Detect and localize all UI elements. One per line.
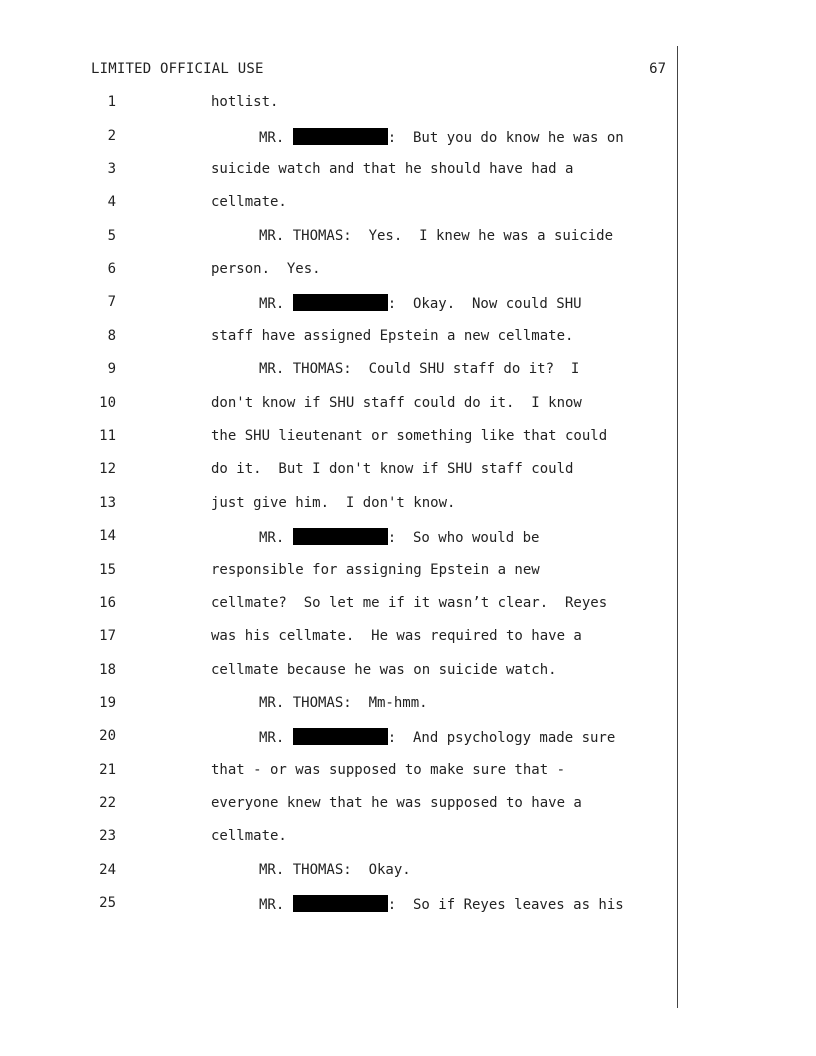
line-number: 2 xyxy=(107,128,116,144)
transcript-line xyxy=(0,261,676,281)
transcript-line xyxy=(0,895,676,915)
line-number: 11 xyxy=(99,428,116,444)
transcript-line xyxy=(0,862,676,882)
transcript-line xyxy=(0,395,676,415)
line-number: 22 xyxy=(99,795,116,811)
transcript-line xyxy=(0,361,676,381)
line-text: just give him. I don't know. xyxy=(211,495,456,511)
line-text: cellmate. xyxy=(211,828,287,844)
transcript-line xyxy=(0,128,676,148)
transcript-line xyxy=(0,194,676,214)
line-number: 25 xyxy=(99,895,116,911)
speech-text: : But you do know he was on xyxy=(387,130,624,146)
speaker-prefix: MR. xyxy=(259,730,293,746)
transcript-line xyxy=(0,528,676,548)
line-number: 19 xyxy=(99,695,116,711)
classification-header: LIMITED OFFICIAL USE xyxy=(91,61,264,77)
speech-text: : So if Reyes leaves as his xyxy=(387,897,624,913)
line-text: cellmate because he was on suicide watch. xyxy=(211,662,557,678)
speaker-prefix: MR. xyxy=(259,530,293,546)
line-text: suicide watch and that he should have had a xyxy=(211,161,574,177)
transcript-line xyxy=(0,562,676,582)
transcript-line xyxy=(0,228,676,248)
transcript-line xyxy=(0,161,676,181)
transcript-line xyxy=(0,795,676,815)
line-text: do it. But I don't know if SHU staff could xyxy=(211,461,574,477)
right-margin-rule xyxy=(677,46,678,1008)
line-text: cellmate. xyxy=(211,194,287,210)
transcript-line xyxy=(0,461,676,481)
speaker-prefix: MR. xyxy=(259,130,293,146)
line-text: responsible for assigning Epstein a new xyxy=(211,562,540,578)
line-text: was his cellmate. He was required to have a xyxy=(211,628,582,644)
redaction-block xyxy=(293,128,388,145)
line-number: 6 xyxy=(107,261,116,277)
line-number: 3 xyxy=(107,161,116,177)
line-number: 12 xyxy=(99,461,116,477)
line-number: 24 xyxy=(99,862,116,878)
speech-text: : And psychology made sure xyxy=(387,730,616,746)
line-number: 18 xyxy=(99,662,116,678)
line-number: 20 xyxy=(99,728,116,744)
line-number: 14 xyxy=(99,528,116,544)
line-text: hotlist. xyxy=(211,94,279,110)
redaction-block xyxy=(293,895,388,912)
line-number: 7 xyxy=(107,294,116,310)
line-text: that - or was supposed to make sure that - xyxy=(211,762,566,778)
transcript-line xyxy=(0,728,676,748)
line-number: 17 xyxy=(99,628,116,644)
line-number: 21 xyxy=(99,762,116,778)
line-number: 9 xyxy=(107,361,116,377)
transcript-line xyxy=(0,328,676,348)
line-number: 16 xyxy=(99,595,116,611)
page-number: 67 xyxy=(649,61,666,77)
line-number: 10 xyxy=(99,395,116,411)
line-number: 8 xyxy=(107,328,116,344)
transcript-line xyxy=(0,428,676,448)
line-text: staff have assigned Epstein a new cellmate. xyxy=(211,328,574,344)
transcript-line xyxy=(0,695,676,715)
redaction-block xyxy=(293,528,388,545)
line-number: 1 xyxy=(107,94,116,110)
line-text: everyone knew that he was supposed to have a xyxy=(211,795,582,811)
line-number: 5 xyxy=(107,228,116,244)
line-number: 4 xyxy=(107,194,116,210)
transcript-line xyxy=(0,294,676,314)
transcript-line xyxy=(0,628,676,648)
line-text xyxy=(259,895,666,913)
speaker-prefix: MR. xyxy=(259,296,293,312)
transcript-line xyxy=(0,495,676,515)
transcript-line xyxy=(0,828,676,848)
speech-text: : Okay. Now could SHU xyxy=(387,296,582,312)
speech-text: : So who would be xyxy=(387,530,540,546)
line-text: MR. THOMAS: Okay. xyxy=(259,862,411,878)
transcript-line xyxy=(0,595,676,615)
transcript-line xyxy=(0,94,676,114)
speaker-prefix: MR. xyxy=(259,897,293,913)
line-text: MR. THOMAS: Mm-hmm. xyxy=(259,695,428,711)
line-text: MR. THOMAS: Yes. I knew he was a suicide xyxy=(259,228,614,244)
line-text xyxy=(259,728,666,746)
line-text xyxy=(259,294,666,312)
line-text xyxy=(259,528,666,546)
line-text: don't know if SHU staff could do it. I know xyxy=(211,395,582,411)
redaction-block xyxy=(293,728,388,745)
line-text: person. Yes. xyxy=(211,261,321,277)
transcript-line xyxy=(0,662,676,682)
line-number: 15 xyxy=(99,562,116,578)
line-text: MR. THOMAS: Could SHU staff do it? I xyxy=(259,361,580,377)
redaction-block xyxy=(293,294,388,311)
line-text: the SHU lieutenant or something like that could xyxy=(211,428,608,444)
line-number: 13 xyxy=(99,495,116,511)
line-number: 23 xyxy=(99,828,116,844)
line-text: cellmate? So let me if it wasn’t clear. Reyes xyxy=(211,595,608,611)
line-text xyxy=(259,128,666,146)
transcript-line xyxy=(0,762,676,782)
